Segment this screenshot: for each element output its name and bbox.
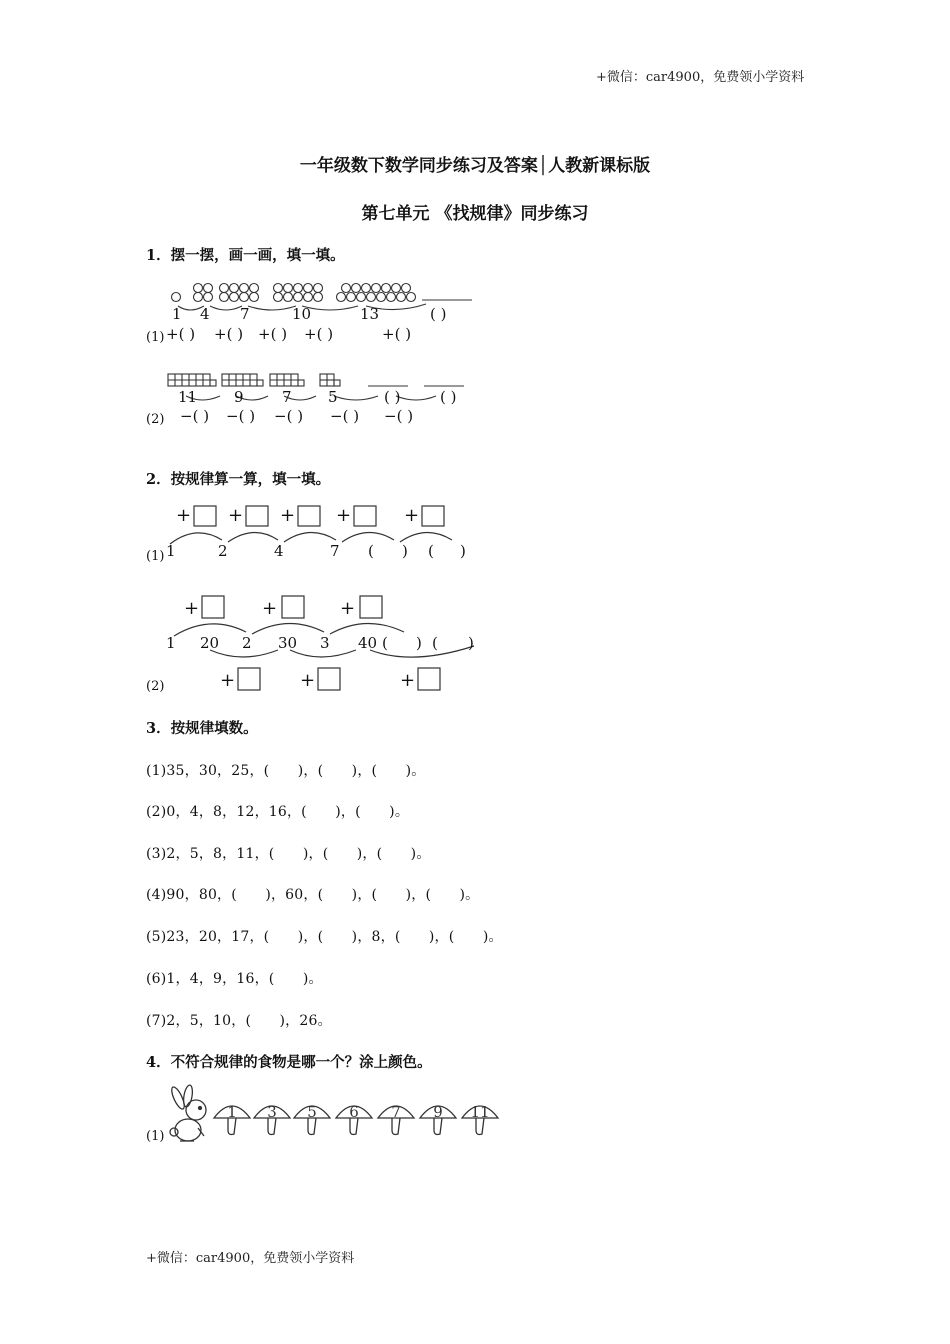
q3-item-6: (6)1，4，9，16，( )。 xyxy=(146,971,323,987)
q2-p1-label: (1) xyxy=(146,549,165,564)
mushroom[interactable] xyxy=(254,1103,290,1135)
question-4-heading: 4．不符合规律的食物是哪一个？涂上颜色。 xyxy=(146,1054,432,1071)
q2-p1-number: ) xyxy=(402,542,408,560)
q2-p2-number: ) xyxy=(416,634,422,652)
q2-p2-number: 3 xyxy=(320,634,330,652)
page-subtitle: 第七单元 《找规律》同步练习 xyxy=(361,204,589,224)
q2-p1-number: ) xyxy=(460,542,466,560)
header-note: +微信：car4900，免费领小学资料 xyxy=(596,70,805,85)
q1-p2-number: ( ) xyxy=(440,388,457,406)
q1-p1-op: +( ) xyxy=(382,325,412,343)
q1-p2-number: 11 xyxy=(178,388,198,406)
plus-sign: + xyxy=(340,598,356,619)
mushroom[interactable] xyxy=(378,1103,414,1135)
plus-sign: + xyxy=(176,505,192,526)
q1-p2-op: −( ) xyxy=(226,407,256,425)
q1-p1-number: 1 xyxy=(172,305,182,323)
mushroom-number: 6 xyxy=(349,1103,359,1121)
mushroom[interactable] xyxy=(336,1103,372,1135)
q1-p1-number: 7 xyxy=(240,305,250,323)
q1-p1-number: 13 xyxy=(360,305,380,323)
q2-p1-number: ( xyxy=(368,542,374,560)
mushroom-number: 7 xyxy=(391,1103,401,1121)
q4-p1-label: (1) xyxy=(146,1129,165,1144)
mushroom-number: 11 xyxy=(470,1103,490,1121)
plus-sign: + xyxy=(262,598,278,619)
page-title: 一年级数下数学同步练习及答案│人教新课标版 xyxy=(299,156,651,176)
q1-p1-label: (1) xyxy=(146,330,165,345)
footer-note: +微信：car4900，免费领小学资料 xyxy=(146,1251,355,1266)
q2-p1-number: ( xyxy=(428,542,434,560)
q2-p1-number: 4 xyxy=(274,542,284,560)
question-3-heading: 3．按规律填数。 xyxy=(146,720,258,737)
q1-p2-op: −( ) xyxy=(384,407,414,425)
mushroom[interactable] xyxy=(462,1103,498,1135)
question-1-heading: 1．摆一摆，画一画，填一填。 xyxy=(146,247,345,264)
q1-p1-op: +( ) xyxy=(166,325,196,343)
q3-item-7: (7)2，5，10，( )，26。 xyxy=(146,1013,332,1029)
q3-item-4: (4)90，80，( )，60，( )，( )，( )。 xyxy=(146,887,480,903)
mushroom[interactable] xyxy=(214,1103,250,1135)
q2-p2-number: ( xyxy=(432,634,438,652)
q3-item-1: (1)35，30，25，( )，( )，( )。 xyxy=(146,763,426,779)
question-2-heading: 2．按规律算一算，填一填。 xyxy=(146,471,331,488)
mushroom-number: 3 xyxy=(267,1103,277,1121)
q2-p2-number: 20 xyxy=(200,634,220,652)
plus-sign: + xyxy=(400,670,416,691)
plus-sign: + xyxy=(280,505,296,526)
q1-p2-number: 9 xyxy=(234,388,244,406)
q1-p2-number: 7 xyxy=(282,388,292,406)
q2-p2-number: 1 xyxy=(166,634,176,652)
plus-sign: + xyxy=(184,598,200,619)
q1-blocks-figure xyxy=(164,370,474,406)
q2-p1-number: 7 xyxy=(330,542,340,560)
q2-p2-number: ( xyxy=(382,634,388,652)
q2-p2-number: 30 xyxy=(278,634,298,652)
rabbit-icon xyxy=(164,1084,216,1146)
q2-p1-number: 1 xyxy=(166,542,176,560)
mushroom[interactable] xyxy=(420,1103,456,1135)
q2-p2-number: 2 xyxy=(242,634,252,652)
q2-p2-number: ) xyxy=(468,634,474,652)
q3-item-5: (5)23，20，17，( )，( )，8，( )，( )。 xyxy=(146,929,503,945)
q1-p1-number: ( ) xyxy=(430,305,447,323)
q1-p1-op: +( ) xyxy=(214,325,244,343)
q3-item-3: (3)2，5，8，11，( )，( )，( )。 xyxy=(146,846,431,862)
q1-p1-op: +( ) xyxy=(304,325,334,343)
q1-p2-op: −( ) xyxy=(180,407,210,425)
plus-sign: + xyxy=(220,670,236,691)
q2-p2-label: (2) xyxy=(146,679,165,694)
plus-sign: + xyxy=(336,505,352,526)
q1-p2-label: (2) xyxy=(146,412,165,427)
mushroom[interactable] xyxy=(294,1103,330,1135)
mushroom-number: 5 xyxy=(307,1103,317,1121)
q3-item-2: (2)0，4，8，12，16，( )，( )。 xyxy=(146,804,410,820)
q1-p1-number: 4 xyxy=(200,305,210,323)
q1-p1-number: 10 xyxy=(292,305,312,323)
mushroom-number: 9 xyxy=(433,1103,443,1121)
q1-p2-op: −( ) xyxy=(330,407,360,425)
q1-p2-op: −( ) xyxy=(274,407,304,425)
q1-p1-op: +( ) xyxy=(258,325,288,343)
plus-sign: + xyxy=(404,505,420,526)
plus-sign: + xyxy=(300,670,316,691)
q1-p2-number: ( ) xyxy=(384,388,401,406)
plus-sign: + xyxy=(228,505,244,526)
q1-p2-number: 5 xyxy=(328,388,338,406)
q2-p2-number: 40 xyxy=(358,634,378,652)
mushroom-number: 1 xyxy=(227,1103,237,1121)
q4-mushrooms xyxy=(212,1100,502,1142)
q2-p1-number: 2 xyxy=(218,542,228,560)
